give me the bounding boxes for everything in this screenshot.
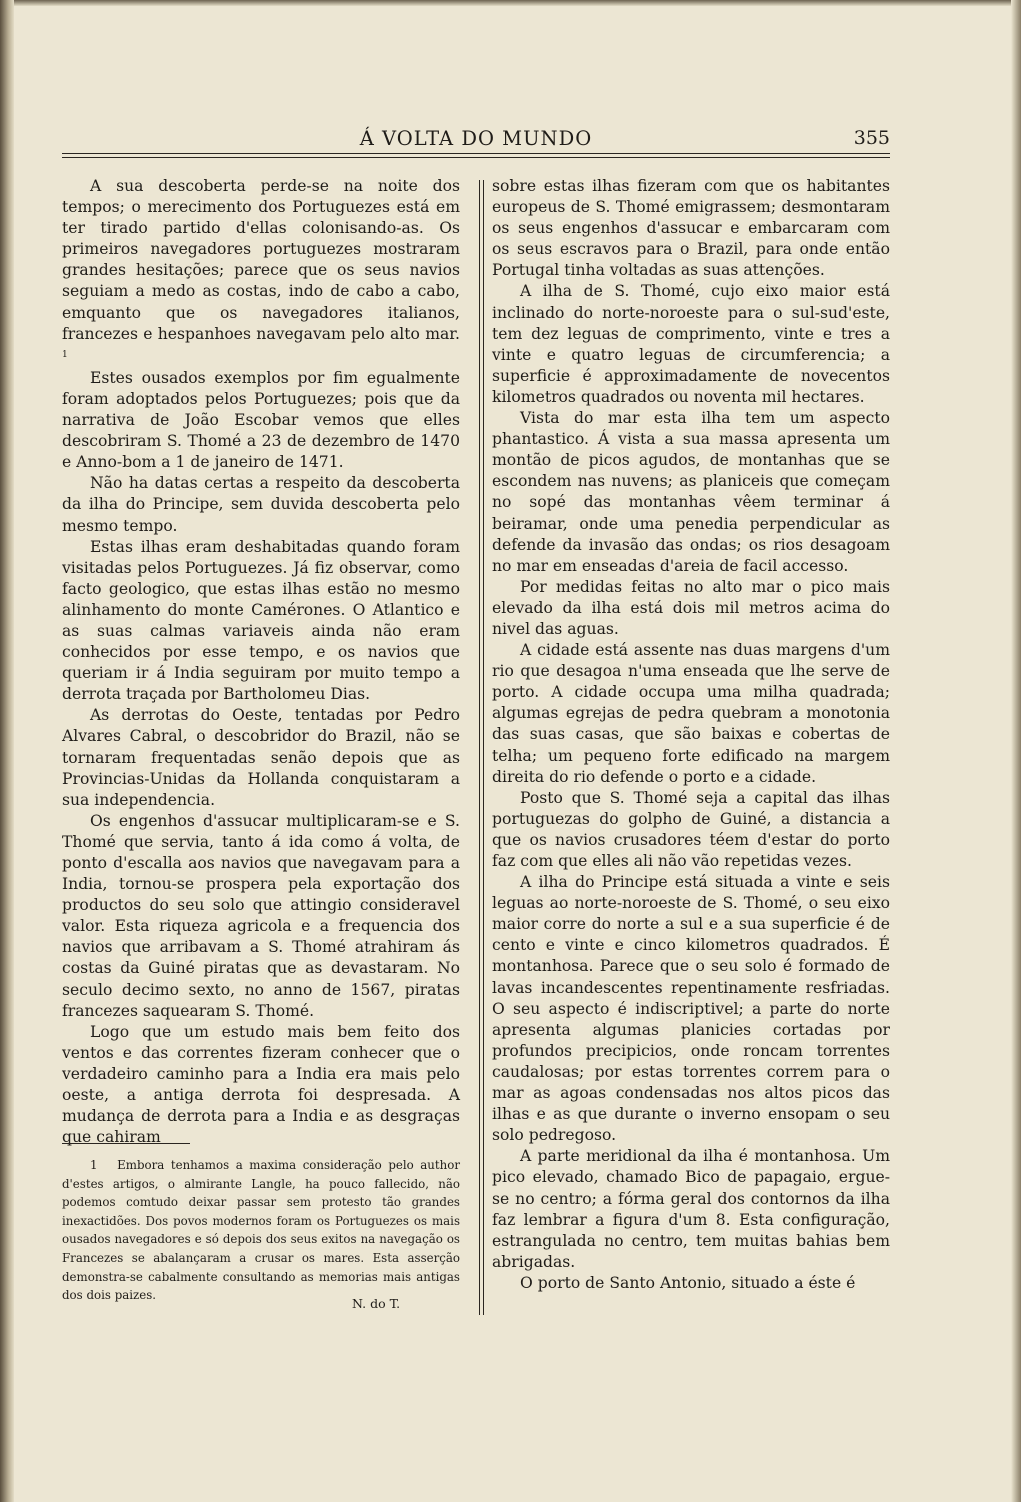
paragraph: A cidade está assente nas duas margens d'um rio que desagoa n'uma enseada que lhe serve de porto. A cidade occupa uma milha quadrada; algumas egrejas de pedra quebram a monotonia das suas casas, que são baixas e cobertas de telha; um pequeno forte edificado na margem direita do rio defende o porto e a cidade. <box>492 641 890 786</box>
footnote-number: 1 <box>90 1158 98 1172</box>
page-number: 355 <box>853 127 890 149</box>
footnote-text: Embora tenhamos a maxima consideração pelo author d'estes artigos, o almirante Langle, ha pouco fallecido, não podemos comtudo deixar passar sem protesto tão grandes inexactidões. Dos povos modernos foram os Portuguezes os mais ousados navegadores e só depois dos seus exitos na navegação os Francezes se abalançaram a crusar os mares. Esta asserção demonstra-se cabalmente consultando as memorias mais antigas dos dois paizes. <box>62 1158 460 1303</box>
running-title: Á VOLTA DO MUNDO <box>359 127 593 150</box>
header-rule-thin <box>62 153 890 154</box>
left-column <box>62 176 460 1148</box>
paragraph: Estas ilhas eram deshabitadas quando foram visitadas pelos Portuguezes. Já fiz observar, como facto geologico, que estas ilhas estão no mesmo alinhamento do monte Camérones. O Atlantico e as suas calmas variaveis ainda não eram conhecidos por esse tempo, e os navios que queriam ir á India seguiram por muito tempo a derrota traçada por Bartholomeu Dias. <box>62 537 460 704</box>
footnote <box>62 1156 460 1305</box>
column-divider-right-line <box>483 180 484 1315</box>
paragraph: Logo que um estudo mais bem feito dos ventos e das correntes fizeram conhecer que o verdadeiro caminho para a India era mais pelo oeste, a antiga derrota foi despresada. A mudança de derrota para a India e as desgraças que cahiram <box>62 1022 460 1147</box>
paragraph-text: A sua descoberta perde-se na noite dos tempos; o merecimento dos Portuguezes está em ter tirado partido d'ellas colonisando-as. Os primeiros navegadores portuguezes mostraram grandes hesitações; parece que os seus navios seguiam a medo as costas, indo de cabo a cabo, emquanto que os navegadores italianos, francezes e hespanhoes navegavam pelo alto mar. <box>62 177 460 343</box>
header-rule-thick <box>62 157 890 158</box>
paragraph: A ilha de S. Thomé, cujo eixo maior está inclinado do norte-noroeste para o sul-sud'este, tem dez leguas de comprimento, vinte e tres a vinte e quatro leguas de circumferencia; a superficie é approximadamente de novecentos kilometros quadrados ou noventa mil hectares. <box>492 282 890 406</box>
footnote-rule <box>62 1143 190 1144</box>
paragraph: As derrotas do Oeste, tentadas por Pedro Alvares Cabral, o descobridor do Brazil, não se tornaram frequentadas senão depois que as Provincias-Unidas da Hollanda conquistaram a sua independencia. <box>62 706 460 809</box>
page-top-edge <box>0 0 1021 6</box>
page-binding-edge <box>0 0 14 1502</box>
page-outer-edge <box>1011 0 1021 1502</box>
paragraph <box>62 176 460 368</box>
paragraph: A parte meridional da ilha é montanhosa. Um pico elevado, chamado Bico de papagaio, ergue-se no centro; a fórma geral dos contornos da ilha faz lembrar a figura d'um 8. Esta configuração, estrangulada no centro, tem muitas bahias bem abrigadas. <box>492 1147 890 1271</box>
footnote-signature: N. do T. <box>352 1296 401 1311</box>
column-divider-left-line <box>479 180 480 1315</box>
paragraph: sobre estas ilhas fizeram com que os habitantes europeus de S. Thomé emigrassem; desmontaram os seus engenhos d'assucar e embarcaram com os seus escravos para o Brazil, para onde então Portugal tinha voltadas as suas attenções. <box>492 177 890 280</box>
running-head <box>62 127 890 153</box>
paragraph: A ilha do Principe está situada a vinte e seis leguas ao norte-noroeste de S. Thomé, o seu eixo maior corre do norte a sul e a sua superficie é de cento e vinte e cinco kilometros quadrados. É montanhosa. Parece que o seu solo é formado de lavas incandescentes repentinamente resfriadas. O seu aspecto é indiscriptivel; a parte do norte apresenta algumas planicies cortadas por profundos precipicios, onde roncam torrentes caudalosas; por estas torrentes correm para o mar as agoas condensadas nos altos picos das ilhas e as que durante o inverno ensopam o seu solo pedregoso. <box>492 873 890 1145</box>
paragraph: Os engenhos d'assucar multiplicaram-se e S. Thomé que servia, tanto á ida como á volta, de ponto d'escalla aos navios que navegavam para a India, tornou-se prospera pela exportação dos productos do seu solo que attingio consideravel valor. Esta riqueza agricola e a frequencia dos navios que arribavam a S. Thomé atrahiram ás costas da Guiné piratas que as devastaram. No seculo decimo sexto, no anno de 1567, piratas francezes saquearam S. Thomé. <box>62 811 460 1020</box>
right-column <box>492 176 890 1294</box>
paragraph: Posto que S. Thomé seja a capital das ilhas portuguezas do golpho de Guiné, a distancia a que os navios crusadores téem d'estar do porto faz com que elles ali não vão repetidas vezes. <box>492 788 890 870</box>
footnote-paragraph <box>62 1156 460 1305</box>
paragraph: Vista do mar esta ilha tem um aspecto phantastico. Á vista a sua massa apresenta um montão de picos agudos, de montanhas que se escondem nas nuvens; as planiceis que começam no sopé das montanhas vêem terminar á beiramar, onde uma penedia perpendicular as defende da invasão das ondas; os rios desagoam no mar em enseadas d'areia de facil accesso. <box>492 409 890 575</box>
paragraph: Por medidas feitas no alto mar o pico mais elevado da ilha está dois mil metros acima do nivel das aguas. <box>492 577 890 638</box>
footnote-marker: 1 <box>62 349 68 360</box>
paragraph: Não ha datas certas a respeito da descoberta da ilha do Principe, sem duvida descoberta pelo mesmo tempo. <box>62 474 460 535</box>
paragraph: O porto de Santo Antonio, situado a éste é <box>520 1273 856 1292</box>
paragraph: Estes ousados exemplos por fim egualmente foram adoptados pelos Portuguezes; pois que da narrativa de João Escobar vemos que elles descobriram S. Thomé a 23 de dezembro de 1470 e Anno-bom a 1 de janeiro de 1471. <box>62 368 460 472</box>
